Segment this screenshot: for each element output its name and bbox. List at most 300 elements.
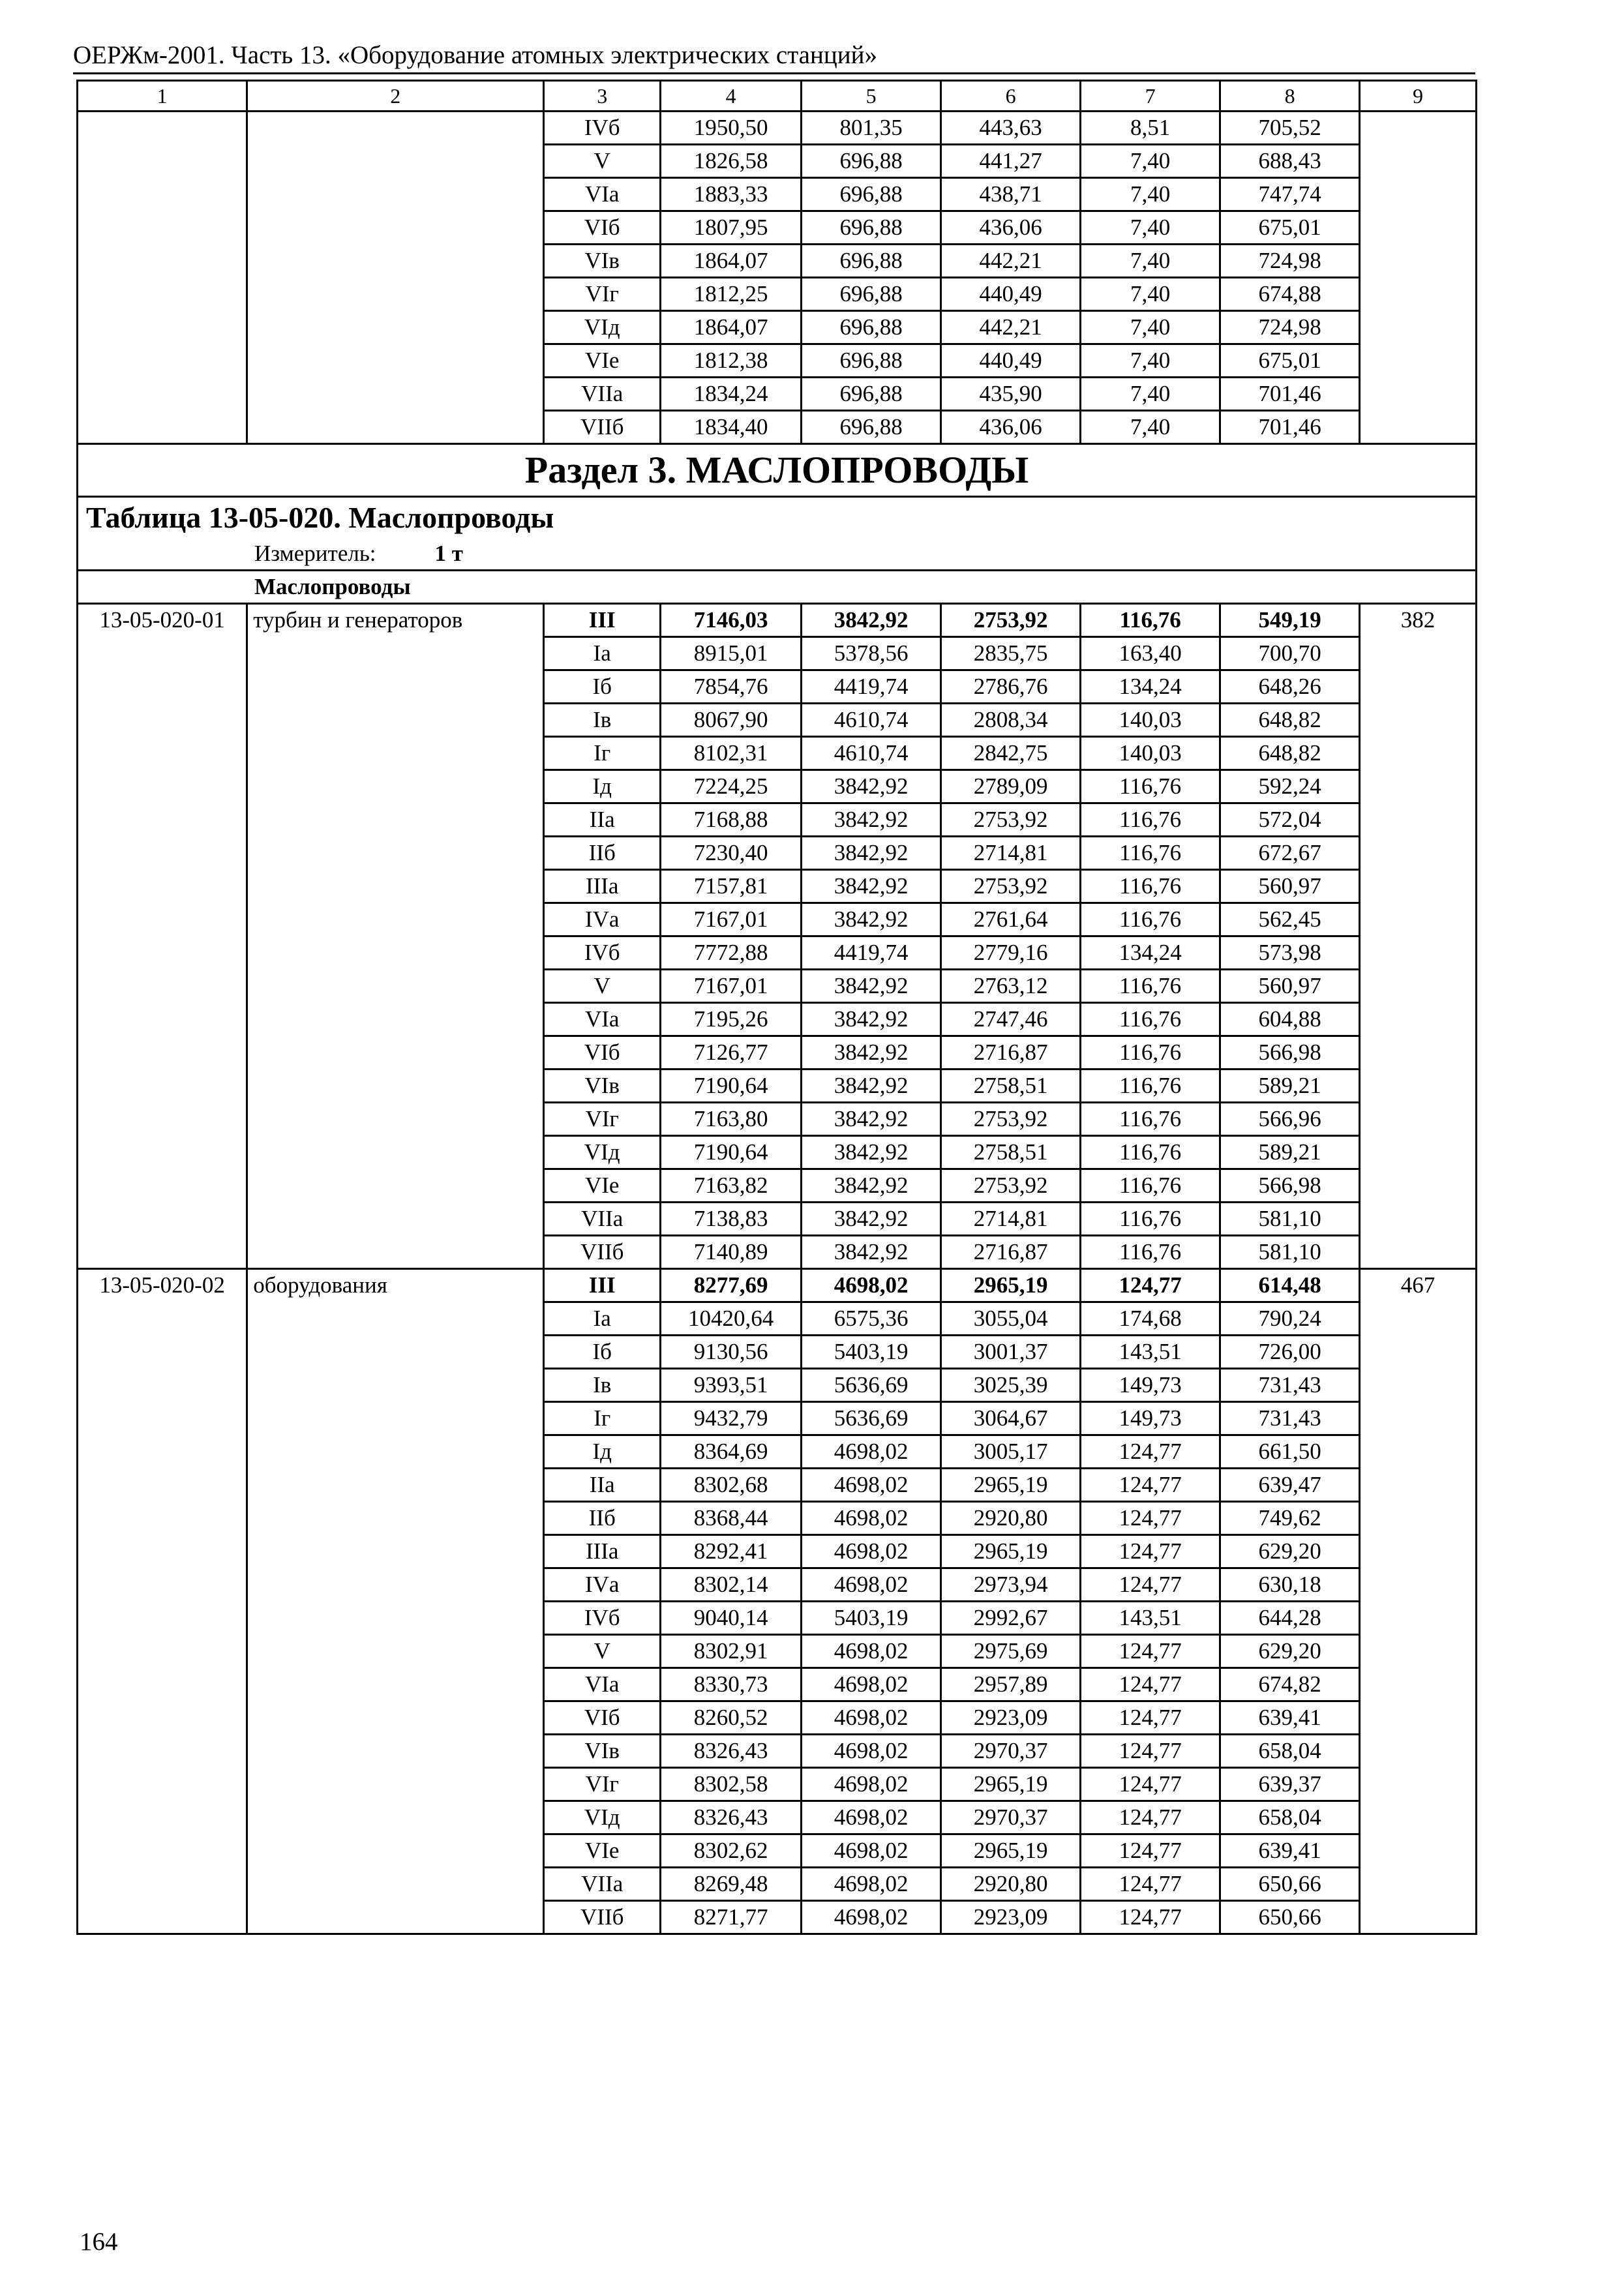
value-cell: 163,40 — [1081, 637, 1220, 670]
value-cell: 7157,81 — [661, 870, 802, 903]
value-cell: 124,77 — [1081, 1768, 1220, 1801]
zone-code: IVа — [544, 1568, 661, 1602]
value-cell: 116,76 — [1081, 870, 1220, 903]
value-cell: 8277,69 — [661, 1269, 802, 1302]
value-cell: 9130,56 — [661, 1336, 802, 1369]
value-cell: 443,63 — [941, 112, 1081, 145]
column-number: 2 — [247, 81, 544, 112]
value-cell: 116,76 — [1081, 1003, 1220, 1036]
value-cell: 1834,40 — [661, 411, 802, 444]
value-cell: 8364,69 — [661, 1435, 802, 1469]
value-cell: 3842,92 — [802, 970, 941, 1003]
resource-name: оборудования — [247, 1269, 544, 1934]
value-cell: 705,52 — [1220, 112, 1360, 145]
value-cell: 2973,94 — [941, 1568, 1081, 1602]
value-cell: 560,97 — [1220, 870, 1360, 903]
value-cell: 8330,73 — [661, 1668, 802, 1701]
value-cell: 3064,67 — [941, 1402, 1081, 1435]
measure-cell — [78, 538, 1477, 571]
value-cell: 116,76 — [1081, 1136, 1220, 1169]
table-row — [78, 112, 1477, 145]
value-cell: 696,88 — [802, 211, 941, 245]
value-cell: 629,20 — [1220, 1535, 1360, 1568]
measure-label: Измеритель: — [254, 541, 376, 566]
value-cell: 3842,92 — [802, 1203, 941, 1236]
group-label: Маслопроводы — [78, 571, 1477, 604]
value-cell: 7,40 — [1081, 344, 1220, 378]
extra-value — [1360, 112, 1477, 444]
value-cell: 592,24 — [1220, 770, 1360, 803]
value-cell: 8302,68 — [661, 1469, 802, 1502]
zone-code: Iб — [544, 1336, 661, 1369]
value-cell: 4698,02 — [802, 1568, 941, 1602]
value-cell: 2753,92 — [941, 870, 1081, 903]
value-cell: 1807,95 — [661, 211, 802, 245]
value-cell: 2753,92 — [941, 803, 1081, 837]
zone-code: Iб — [544, 670, 661, 704]
value-cell: 630,18 — [1220, 1568, 1360, 1602]
zone-code: IIIа — [544, 1535, 661, 1568]
value-cell: 4698,02 — [802, 1668, 941, 1701]
value-cell: 2789,09 — [941, 770, 1081, 803]
value-cell: 134,24 — [1081, 936, 1220, 970]
value-cell: 8302,62 — [661, 1834, 802, 1868]
rates-table — [76, 80, 1477, 1935]
value-cell: 7,40 — [1081, 178, 1220, 211]
value-cell: 143,51 — [1081, 1336, 1220, 1369]
column-number: 4 — [661, 81, 802, 112]
value-cell: 648,82 — [1220, 704, 1360, 737]
value-cell: 566,98 — [1220, 1036, 1360, 1070]
value-cell: 4698,02 — [802, 1701, 941, 1735]
value-cell: 1826,58 — [661, 145, 802, 178]
value-cell: 724,98 — [1220, 245, 1360, 278]
value-cell: 2965,19 — [941, 1768, 1081, 1801]
value-cell: 2758,51 — [941, 1070, 1081, 1103]
measure-row — [78, 538, 1477, 571]
value-cell: 661,50 — [1220, 1435, 1360, 1469]
value-cell: 644,28 — [1220, 1602, 1360, 1635]
value-cell: 3842,92 — [802, 837, 941, 870]
resource-code: 13-05-020-01 — [78, 604, 247, 1269]
zone-code: VIIб — [544, 1236, 661, 1269]
value-cell: 3001,37 — [941, 1336, 1081, 1369]
value-cell: 572,04 — [1220, 803, 1360, 837]
value-cell: 1834,24 — [661, 378, 802, 411]
value-cell: 4698,02 — [802, 1535, 941, 1568]
value-cell: 440,49 — [941, 344, 1081, 378]
resource-code: 13-05-020-02 — [78, 1269, 247, 1934]
value-cell: 801,35 — [802, 112, 941, 145]
zone-code: III — [544, 604, 661, 637]
value-cell: 749,62 — [1220, 1502, 1360, 1535]
value-cell: 4698,02 — [802, 1768, 941, 1801]
value-cell: 2714,81 — [941, 1203, 1081, 1236]
zone-code: VIе — [544, 1834, 661, 1868]
zone-code: VIа — [544, 178, 661, 211]
value-cell: 658,04 — [1220, 1801, 1360, 1834]
value-cell: 3055,04 — [941, 1302, 1081, 1336]
value-cell: 2965,19 — [941, 1535, 1081, 1568]
value-cell: 648,26 — [1220, 670, 1360, 704]
value-cell: 2835,75 — [941, 637, 1081, 670]
value-cell: 7,40 — [1081, 145, 1220, 178]
value-cell: 581,10 — [1220, 1236, 1360, 1269]
zone-code: IIIа — [544, 870, 661, 903]
value-cell: 116,76 — [1081, 604, 1220, 637]
value-cell: 116,76 — [1081, 1203, 1220, 1236]
value-cell: 2920,80 — [941, 1868, 1081, 1901]
value-cell: 3842,92 — [802, 1136, 941, 1169]
value-cell: 7167,01 — [661, 970, 802, 1003]
value-cell: 124,77 — [1081, 1469, 1220, 1502]
value-cell: 3025,39 — [941, 1369, 1081, 1402]
measure-unit: 1 т — [434, 541, 463, 566]
value-cell: 1950,50 — [661, 112, 802, 145]
column-number: 6 — [941, 81, 1081, 112]
value-cell: 560,97 — [1220, 970, 1360, 1003]
zone-code: Iв — [544, 704, 661, 737]
value-cell: 124,77 — [1081, 1535, 1220, 1568]
value-cell: 674,88 — [1220, 278, 1360, 311]
value-cell: 124,77 — [1081, 1269, 1220, 1302]
value-cell: 5378,56 — [802, 637, 941, 670]
column-number: 3 — [544, 81, 661, 112]
value-cell: 116,76 — [1081, 803, 1220, 837]
value-cell: 700,70 — [1220, 637, 1360, 670]
value-cell: 7190,64 — [661, 1136, 802, 1169]
value-cell: 2965,19 — [941, 1834, 1081, 1868]
value-cell: 4698,02 — [802, 1635, 941, 1668]
zone-code: VIг — [544, 1768, 661, 1801]
value-cell: 696,88 — [802, 378, 941, 411]
value-cell: 573,98 — [1220, 936, 1360, 970]
value-cell: 2753,92 — [941, 1169, 1081, 1203]
zone-code: IIа — [544, 1469, 661, 1502]
value-cell: 7163,82 — [661, 1169, 802, 1203]
value-cell: 4419,74 — [802, 936, 941, 970]
value-cell: 116,76 — [1081, 837, 1220, 870]
value-cell: 7195,26 — [661, 1003, 802, 1036]
zone-code: VIе — [544, 1169, 661, 1203]
value-cell: 672,67 — [1220, 837, 1360, 870]
value-cell: 442,21 — [941, 311, 1081, 344]
zone-code: VIв — [544, 1735, 661, 1768]
zone-code: VIа — [544, 1668, 661, 1701]
value-cell: 731,43 — [1220, 1402, 1360, 1435]
value-cell: 124,77 — [1081, 1834, 1220, 1868]
value-cell: 639,41 — [1220, 1834, 1360, 1868]
value-cell: 696,88 — [802, 344, 941, 378]
value-cell: 4698,02 — [802, 1735, 941, 1768]
zone-code: VIб — [544, 1701, 661, 1735]
value-cell: 2753,92 — [941, 604, 1081, 637]
zone-code: Iа — [544, 1302, 661, 1336]
value-cell: 116,76 — [1081, 1103, 1220, 1136]
value-cell: 174,68 — [1081, 1302, 1220, 1336]
value-cell: 4610,74 — [802, 704, 941, 737]
zone-code: VIг — [544, 1103, 661, 1136]
value-cell: 1812,38 — [661, 344, 802, 378]
value-cell: 2761,64 — [941, 903, 1081, 936]
value-cell: 8302,91 — [661, 1635, 802, 1668]
value-cell: 438,71 — [941, 178, 1081, 211]
value-cell: 790,24 — [1220, 1302, 1360, 1336]
value-cell: 629,20 — [1220, 1635, 1360, 1668]
value-cell: 7140,89 — [661, 1236, 802, 1269]
value-cell: 2923,09 — [941, 1901, 1081, 1934]
value-cell: 140,03 — [1081, 737, 1220, 770]
value-cell: 143,51 — [1081, 1602, 1220, 1635]
value-cell: 149,73 — [1081, 1369, 1220, 1402]
value-cell: 7224,25 — [661, 770, 802, 803]
value-cell: 8326,43 — [661, 1801, 802, 1834]
value-cell: 124,77 — [1081, 1735, 1220, 1768]
column-number: 5 — [802, 81, 941, 112]
value-cell: 2842,75 — [941, 737, 1081, 770]
value-cell: 116,76 — [1081, 770, 1220, 803]
value-cell: 566,96 — [1220, 1103, 1360, 1136]
zone-code: Iа — [544, 637, 661, 670]
document-header: ОЕРЖм-2001. Часть 13. «Оборудование атомных электрических станций» — [73, 37, 1475, 74]
value-cell: 8067,90 — [661, 704, 802, 737]
value-cell: 7772,88 — [661, 936, 802, 970]
value-cell: 7,40 — [1081, 278, 1220, 311]
value-cell: 8260,52 — [661, 1701, 802, 1735]
zone-code: VIIа — [544, 1868, 661, 1901]
value-cell: 4698,02 — [802, 1502, 941, 1535]
value-cell: 5636,69 — [802, 1369, 941, 1402]
value-cell: 7163,80 — [661, 1103, 802, 1136]
zone-code: IVа — [544, 903, 661, 936]
value-cell: 2753,92 — [941, 1103, 1081, 1136]
value-cell: 4698,02 — [802, 1834, 941, 1868]
zone-code: Iв — [544, 1369, 661, 1402]
value-cell: 3842,92 — [802, 1169, 941, 1203]
value-cell: 3842,92 — [802, 770, 941, 803]
extra-value: 467 — [1360, 1269, 1477, 1934]
value-cell: 7,40 — [1081, 411, 1220, 444]
value-cell: 3842,92 — [802, 1070, 941, 1103]
value-cell: 124,77 — [1081, 1901, 1220, 1934]
value-cell: 2957,89 — [941, 1668, 1081, 1701]
value-cell: 2992,67 — [941, 1602, 1081, 1635]
value-cell: 2965,19 — [941, 1269, 1081, 1302]
value-cell: 648,82 — [1220, 737, 1360, 770]
value-cell: 604,88 — [1220, 1003, 1360, 1036]
value-cell: 140,03 — [1081, 704, 1220, 737]
value-cell: 674,82 — [1220, 1668, 1360, 1701]
value-cell: 650,66 — [1220, 1901, 1360, 1934]
value-cell: 7,40 — [1081, 211, 1220, 245]
resource-name — [247, 112, 544, 444]
zone-code: VIIа — [544, 378, 661, 411]
value-cell: 4698,02 — [802, 1469, 941, 1502]
value-cell: 441,27 — [941, 145, 1081, 178]
value-cell: 696,88 — [802, 411, 941, 444]
zone-code: IVб — [544, 936, 661, 970]
value-cell: 3842,92 — [802, 803, 941, 837]
value-cell: 7190,64 — [661, 1070, 802, 1103]
value-cell: 124,77 — [1081, 1801, 1220, 1834]
value-cell: 3842,92 — [802, 1103, 941, 1136]
value-cell: 2786,76 — [941, 670, 1081, 704]
value-cell: 116,76 — [1081, 903, 1220, 936]
value-cell: 566,98 — [1220, 1169, 1360, 1203]
value-cell: 1812,25 — [661, 278, 802, 311]
table-row — [78, 604, 1477, 637]
value-cell: 696,88 — [802, 311, 941, 344]
value-cell: 8302,14 — [661, 1568, 802, 1602]
zone-code: IVб — [544, 1602, 661, 1635]
value-cell: 6575,36 — [802, 1302, 941, 1336]
zone-code: III — [544, 1269, 661, 1302]
value-cell: 3842,92 — [802, 870, 941, 903]
value-cell: 3842,92 — [802, 903, 941, 936]
value-cell: 8,51 — [1081, 112, 1220, 145]
value-cell: 8102,31 — [661, 737, 802, 770]
zone-code: Iд — [544, 770, 661, 803]
value-cell: 116,76 — [1081, 1036, 1220, 1070]
zone-code: VIд — [544, 1801, 661, 1834]
value-cell: 696,88 — [802, 245, 941, 278]
value-cell: 701,46 — [1220, 411, 1360, 444]
value-cell: 8915,01 — [661, 637, 802, 670]
value-cell: 3842,92 — [802, 1003, 941, 1036]
zone-code: VIв — [544, 245, 661, 278]
value-cell: 2975,69 — [941, 1635, 1081, 1668]
value-cell: 4698,02 — [802, 1868, 941, 1901]
value-cell: 2714,81 — [941, 837, 1081, 870]
value-cell: 4698,02 — [802, 1269, 941, 1302]
value-cell: 7167,01 — [661, 903, 802, 936]
column-number: 8 — [1220, 81, 1360, 112]
value-cell: 549,19 — [1220, 604, 1360, 637]
value-cell: 116,76 — [1081, 1070, 1220, 1103]
table-row — [78, 1269, 1477, 1302]
value-cell: 2965,19 — [941, 1469, 1081, 1502]
zone-code: V — [544, 1635, 661, 1668]
value-cell: 5636,69 — [802, 1402, 941, 1435]
value-cell: 8271,77 — [661, 1901, 802, 1934]
value-cell: 7,40 — [1081, 378, 1220, 411]
value-cell: 2763,12 — [941, 970, 1081, 1003]
value-cell: 2716,87 — [941, 1236, 1081, 1269]
value-cell: 7854,76 — [661, 670, 802, 704]
value-cell: 9040,14 — [661, 1602, 802, 1635]
value-cell: 589,21 — [1220, 1070, 1360, 1103]
value-cell: 696,88 — [802, 278, 941, 311]
value-cell: 562,45 — [1220, 903, 1360, 936]
zone-code: VIIб — [544, 1901, 661, 1934]
extra-value: 382 — [1360, 604, 1477, 1269]
value-cell: 440,49 — [941, 278, 1081, 311]
value-cell: 134,24 — [1081, 670, 1220, 704]
value-cell: 675,01 — [1220, 211, 1360, 245]
value-cell: 124,77 — [1081, 1502, 1220, 1535]
value-cell: 116,76 — [1081, 1169, 1220, 1203]
zone-code: VIд — [544, 1136, 661, 1169]
value-cell: 639,37 — [1220, 1768, 1360, 1801]
value-cell: 581,10 — [1220, 1203, 1360, 1236]
resource-name: турбин и генераторов — [247, 604, 544, 1269]
value-cell: 2920,80 — [941, 1502, 1081, 1535]
column-number: 9 — [1360, 81, 1477, 112]
zone-code: VIд — [544, 311, 661, 344]
value-cell: 1864,07 — [661, 311, 802, 344]
value-cell: 149,73 — [1081, 1402, 1220, 1435]
zone-code: V — [544, 970, 661, 1003]
value-cell: 124,77 — [1081, 1635, 1220, 1668]
value-cell: 8269,48 — [661, 1868, 802, 1901]
zone-code: IVб — [544, 112, 661, 145]
table-title-row — [78, 497, 1477, 539]
value-cell: 4698,02 — [802, 1901, 941, 1934]
value-cell: 726,00 — [1220, 1336, 1360, 1369]
value-cell: 7146,03 — [661, 604, 802, 637]
value-cell: 747,74 — [1220, 178, 1360, 211]
value-cell: 9432,79 — [661, 1402, 802, 1435]
value-cell: 2808,34 — [941, 704, 1081, 737]
value-cell: 658,04 — [1220, 1735, 1360, 1768]
value-cell: 3842,92 — [802, 1036, 941, 1070]
value-cell: 650,66 — [1220, 1868, 1360, 1901]
value-cell: 639,47 — [1220, 1469, 1360, 1502]
zone-code: IIб — [544, 837, 661, 870]
value-cell: 116,76 — [1081, 1236, 1220, 1269]
value-cell: 8302,58 — [661, 1768, 802, 1801]
value-cell: 8368,44 — [661, 1502, 802, 1535]
column-number-row — [78, 81, 1477, 112]
table-title: Таблица 13-05-020. Маслопроводы — [78, 497, 1477, 539]
value-cell: 5403,19 — [802, 1602, 941, 1635]
value-cell: 442,21 — [941, 245, 1081, 278]
value-cell: 3842,92 — [802, 1236, 941, 1269]
value-cell: 4698,02 — [802, 1435, 941, 1469]
value-cell: 436,06 — [941, 411, 1081, 444]
zone-code: Iг — [544, 1402, 661, 1435]
value-cell: 4610,74 — [802, 737, 941, 770]
value-cell: 1864,07 — [661, 245, 802, 278]
value-cell: 696,88 — [802, 178, 941, 211]
value-cell: 2779,16 — [941, 936, 1081, 970]
value-cell: 2970,37 — [941, 1801, 1081, 1834]
value-cell: 8292,41 — [661, 1535, 802, 1568]
value-cell: 7,40 — [1081, 245, 1220, 278]
value-cell: 724,98 — [1220, 311, 1360, 344]
value-cell: 8326,43 — [661, 1735, 802, 1768]
value-cell: 436,06 — [941, 211, 1081, 245]
value-cell: 124,77 — [1081, 1701, 1220, 1735]
section-row — [78, 444, 1477, 497]
zone-code: IIа — [544, 803, 661, 837]
value-cell: 1883,33 — [661, 178, 802, 211]
value-cell: 639,41 — [1220, 1701, 1360, 1735]
value-cell: 675,01 — [1220, 344, 1360, 378]
value-cell: 9393,51 — [661, 1369, 802, 1402]
zone-code: VIб — [544, 1036, 661, 1070]
value-cell: 124,77 — [1081, 1868, 1220, 1901]
value-cell: 731,43 — [1220, 1369, 1360, 1402]
zone-code: VIг — [544, 278, 661, 311]
value-cell: 7126,77 — [661, 1036, 802, 1070]
value-cell: 589,21 — [1220, 1136, 1360, 1169]
resource-code — [78, 112, 247, 444]
value-cell: 2747,46 — [941, 1003, 1081, 1036]
zone-code: IIб — [544, 1502, 661, 1535]
value-cell: 688,43 — [1220, 145, 1360, 178]
value-cell: 7168,88 — [661, 803, 802, 837]
